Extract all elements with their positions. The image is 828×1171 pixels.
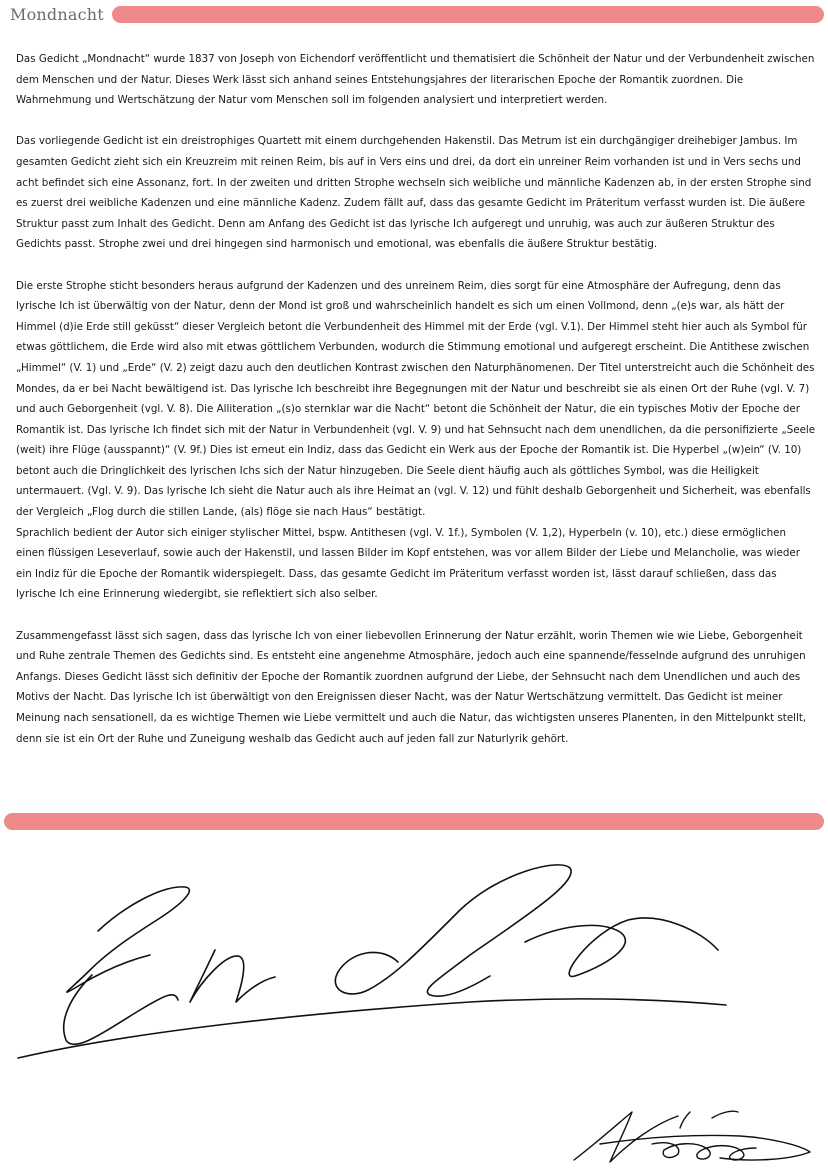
divider-accent-bar: [4, 813, 824, 830]
paragraph-introduction: Das Gedicht „Mondnacht“ wurde 1837 von Joseph von Eichendorf veröffentlicht und thematisiert die Schönheit der Natur und der Verbundenheit zwischen dem Menschen und der Natur. Dieses Werk lässt sich anhand seines Entstehungsjahres der literarischen Epoche der Romantik zuordnen. Die Wahrnehmung und Wertschätzung der Natur vom Menschen soll im folgenden analysiert und interpretiert werden.: [16, 53, 815, 107]
title-accent-bar: [112, 6, 824, 23]
paragraph-content-analysis: Die erste Strophe sticht besonders heraus aufgrund der Kadenzen und des unreinem Reim, dies sorgt für eine Atmosphäre der Aufregung, denn das lyrische Ich ist überwältig von der Natur, denn der Mond ist groß und wahrscheinlich handelt es sich um einen Vollmond, denn „(e)s war, als hätt der Himmel (d)ie Erde still geküsst“ dieser Vergleich betont die Verbundenheit des Himmel mit der Erde (vgl. V.1). Der Himmel steht hier auch als Symbol für etwas göttlichem, die Erde wird also mit etwas göttlichem Verbunden, wodurch die Stimmung emotional und aufgeregt erscheint. Die Antithese zwischen „Himmel“ (V. 1) und „Erde“ (V. 2) zeigt dazu auch den deutlichen Kontrast zwischen den Naturphänomenen. Der Titel unterstreicht auch die Schönheit des Mondes, da er bei Nacht bewältigend ist. Das lyrische Ich beschreibt ihre Begegnungen mit der Natur und beschreibt sie als einen Ort der Ruhe (vgl. V. 7) und auch Geborgenheit (vgl. V. 8). Die Alliteration „(s)o sternklar war die Nacht“ betont die Schönheit der Natur, die ein typisches Motiv der Epoche der Romantik ist. Das lyrische Ich findet sich mit der Natur in Verbundenheit (vgl. V. 9) und hat Sehnsucht nach dem unendlichen, da die personifizierte „Seele (weit) ihre Flüge (ausspannt)“ (V. 9f.) Dies ist erneut ein Indiz, dass das Gedicht ein Werk aus der Epoche der Romantik ist. Die Hyperbel „(w)ein“ (V. 10) betont auch die Dringlichkeit des lyrischen Ichs sich der Natur hinzugeben. Die Seele dient häufig auch als göttliches Symbol, was die Heiligkeit untermauert. (Vgl. V. 9). Das lyrische Ich sieht die Natur auch als ihre Heimat an (vgl. V. 12) und fühlt deshalb Geborgenheit und Sicherheit, was ebenfalls der Vergleich „Flog durch die stillen Lande, (als) flöge sie nach Haus“ bestätigt.: [16, 279, 816, 519]
paragraph-form-analysis: Das vorliegende Gedicht ist ein dreistrophiges Quartett mit einem durchgehenden Hakenstil. Das Metrum ist ein durchgängiger dreihebiger Jambus. Im gesamten Gedicht zieht sich ein Kreuzreim mit reinen Reim, bis auf in Vers eins und drei, da dort ein unreiner Reim vorhanden ist und in Vers sechs und acht befindet sich eine Assonanz, fort. In der zweiten und dritten Strophe wechseln sich weibliche und männliche Kadenzen ab, in der ersten Strophe sind es zuerst drei weibliche Kadenzen und eine männliche Kadenz. Zudem fällt auf, dass das gesamte Gedicht im Präteritum verfasst wurden ist. Die äußere Struktur passt zum Inhalt des Gedicht. Denn am Anfang des Gedicht ist das lyrische Ich aufgeregt und unruhig, was auch zur äußeren Struktur des Gedichts passt. Strophe zwei und drei hingegen sind harmonisch und emotional, was ebenfalls die äußere Struktur bestätig.: [16, 135, 812, 251]
document-header: [0, 0, 828, 32]
initials-scribble-signature: [560, 1100, 820, 1171]
essay-body: [16, 49, 816, 749]
paragraph-conclusion: Zusammengefasst lässt sich sagen, dass das lyrische Ich von einer liebevollen Erinnerung der Natur erzählt, worin Themen wie wie Liebe, Geborgenheit und Ruhe zentrale Themen des Gedichts sind. Es entsteht eine angenehme Atmosphäre, jedoch auch eine spannende/fesselnde aufgrund des unruhigen Anfangs. Dieses Gedicht lässt sich definitiv der Epoche der Romantik zuordnen aufgrund der Liebe, der Sehnsucht nach dem Unendlichen und auch des Motivs der Nacht. Das lyrische Ich ist überwältigt von den Ereignissen dieser Nacht, was der Natur Wertschätzung vermittelt. Das Gedicht ist meiner Meinung nach sensationell, da es wichtige Themen wie Liebe vermittelt und auch die Natur, das wichtigsten unseres Planenten, in den Mittelpunkt stellt, denn sie ist ein Ort der Ruhe und Zuneigung weshalb das Gedicht auch auf jeden fall zur Naturlyrik gehört.: [16, 629, 807, 745]
paragraph-language-analysis: Sprachlich bedient der Autor sich einiger stylischer Mittel, bspw. Antithesen (vgl. V. 1f.), Symbolen (V. 1,2), Hyperbeln (v. 10), etc.) diese ermöglichen einen flüssigen Leseverlauf, sowie auch der Hakenstil, und lassen Bilder im Kopf entstehen, was vor allem Bilder der Liebe und Melancholie, was wieder ein Indiz für die Epoche der Romantik widerspiegelt. Dass, das gesamte Gedicht im Präteritum verfasst worden ist, lässt darauf schließen, dass das lyrische Ich eine Erinnerung wiedergibt, sie reflektiert sich also selber.: [16, 526, 800, 601]
page-title: Mondnacht: [10, 5, 104, 24]
